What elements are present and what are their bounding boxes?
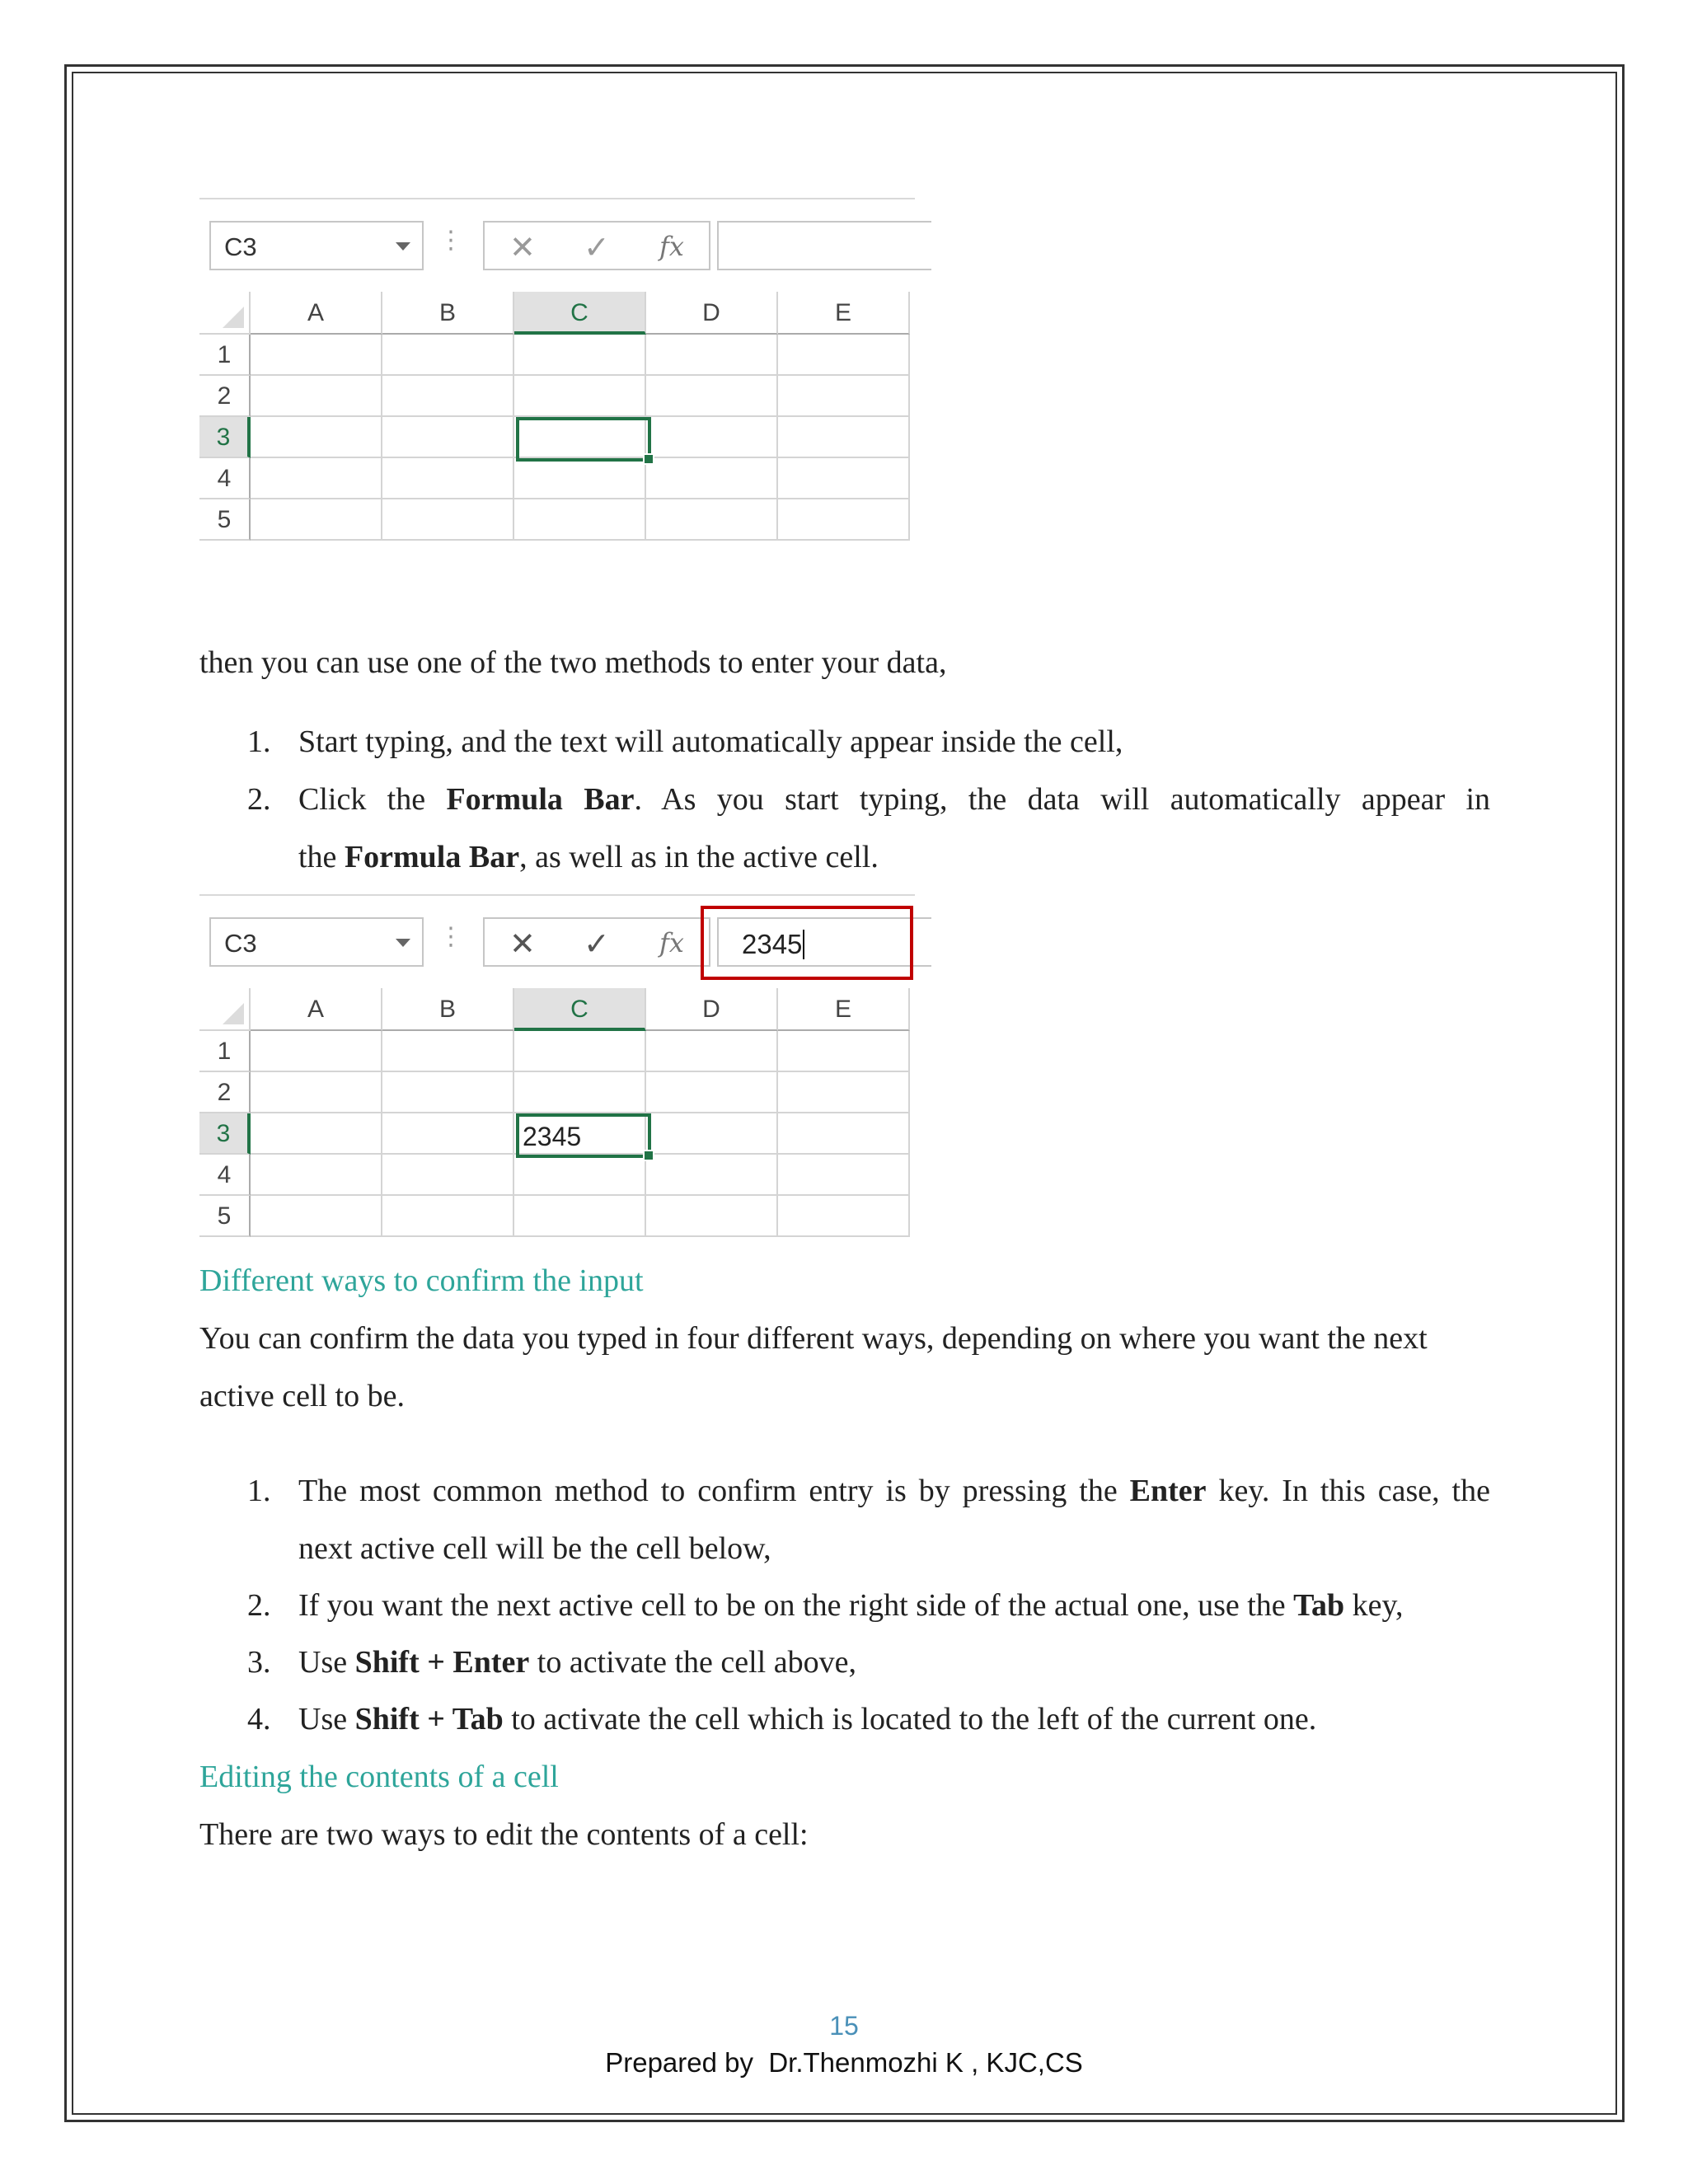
spreadsheet-grid bbox=[199, 292, 915, 544]
spreadsheet-grid bbox=[199, 988, 915, 1240]
list-item-text: Start typing, and the text will automatically appear inside the cell, bbox=[298, 724, 1123, 759]
grid-cell[interactable] bbox=[778, 1155, 910, 1196]
select-all-corner[interactable] bbox=[199, 988, 251, 1031]
row-header-selected[interactable]: 3 bbox=[199, 417, 251, 458]
grid-cell[interactable] bbox=[251, 1155, 382, 1196]
confirm-paragraph-line1: You can confirm the data you typed in four different ways, depending on where you want the next bbox=[199, 1321, 1428, 1356]
fill-handle[interactable] bbox=[643, 1150, 654, 1161]
name-box[interactable] bbox=[209, 917, 424, 967]
grid-cell[interactable] bbox=[514, 1155, 646, 1196]
list-item-text: Use Shift + Tab to activate the cell which is located to the left of the current one. bbox=[298, 1702, 1317, 1736]
insert-function-icon[interactable]: fx bbox=[659, 927, 684, 958]
editing-paragraph: There are two ways to edit the contents of a cell: bbox=[199, 1817, 809, 1852]
grid-cell[interactable] bbox=[778, 1031, 910, 1072]
list-item-text: If you want the next active cell to be on the right side of the actual one, use the Tab key, bbox=[298, 1588, 1404, 1623]
more-options-icon: ⋮ bbox=[438, 227, 463, 254]
grid-cell[interactable] bbox=[646, 1196, 778, 1237]
grid-cell[interactable] bbox=[646, 1113, 778, 1155]
formula-bar-value: 2345 bbox=[742, 929, 804, 960]
check-icon[interactable]: ✓ bbox=[584, 231, 610, 265]
row-header[interactable]: 2 bbox=[199, 376, 251, 417]
insert-function-icon[interactable]: fx bbox=[659, 231, 684, 262]
column-header[interactable]: D bbox=[646, 988, 778, 1031]
active-cell[interactable] bbox=[516, 1113, 651, 1158]
fill-handle[interactable] bbox=[643, 453, 654, 465]
grid-cell[interactable] bbox=[646, 335, 778, 376]
grid-cell[interactable] bbox=[646, 1155, 778, 1196]
grid-cell[interactable] bbox=[251, 1113, 382, 1155]
footer-credit: Prepared by Dr.Thenmozhi K , KJC,CS bbox=[605, 2047, 1083, 2078]
column-header[interactable]: E bbox=[778, 292, 910, 335]
row-header[interactable]: 2 bbox=[199, 1072, 251, 1113]
row-header[interactable]: 1 bbox=[199, 1031, 251, 1072]
grid-cell[interactable] bbox=[251, 1196, 382, 1237]
column-header[interactable]: E bbox=[778, 988, 910, 1031]
grid-cell[interactable] bbox=[778, 417, 910, 458]
column-header[interactable]: A bbox=[251, 988, 382, 1031]
grid-cell[interactable] bbox=[646, 376, 778, 417]
grid-cell[interactable] bbox=[251, 458, 382, 499]
grid-cell[interactable] bbox=[778, 1113, 910, 1155]
formula-buttons bbox=[483, 917, 710, 967]
row-header[interactable]: 5 bbox=[199, 1196, 251, 1237]
grid-cell[interactable] bbox=[646, 458, 778, 499]
row-header[interactable]: 4 bbox=[199, 1155, 251, 1196]
section-heading-editing: Editing the contents of a cell bbox=[199, 1760, 559, 1794]
grid-cell[interactable] bbox=[382, 1113, 514, 1155]
grid-cell[interactable] bbox=[382, 1031, 514, 1072]
grid-cell[interactable] bbox=[514, 376, 646, 417]
grid-cell[interactable] bbox=[382, 499, 514, 541]
column-header-selected[interactable]: C bbox=[514, 988, 646, 1031]
grid-cell[interactable] bbox=[778, 1072, 910, 1113]
grid-cell[interactable] bbox=[251, 1072, 382, 1113]
list-item-text: Click the Formula Bar. As you start typing, the data will automatically appear in bbox=[298, 782, 1490, 817]
grid-cell[interactable] bbox=[646, 499, 778, 541]
active-cell-value: 2345 bbox=[523, 1122, 582, 1151]
intro-paragraph: then you can use one of the two methods to enter your data, bbox=[199, 645, 947, 680]
grid-cell[interactable] bbox=[646, 1031, 778, 1072]
row-header-selected[interactable]: 3 bbox=[199, 1113, 251, 1155]
more-options-icon: ⋮ bbox=[438, 923, 463, 950]
grid-cell[interactable] bbox=[382, 1072, 514, 1113]
grid-cell[interactable] bbox=[382, 376, 514, 417]
grid-cell[interactable] bbox=[514, 499, 646, 541]
formula-bar[interactable] bbox=[717, 221, 931, 270]
row-header[interactable]: 4 bbox=[199, 458, 251, 499]
grid-cell[interactable] bbox=[778, 458, 910, 499]
list-item-text: The most common method to confirm entry is by pressing the Enter key. In this case, the bbox=[298, 1474, 1490, 1508]
grid-cell[interactable] bbox=[514, 458, 646, 499]
confirm-paragraph-line2: active cell to be. bbox=[199, 1379, 405, 1413]
excel-screenshot-empty bbox=[199, 198, 915, 544]
grid-cell[interactable] bbox=[251, 417, 382, 458]
list-number: 2. bbox=[247, 1588, 271, 1623]
grid-cell[interactable] bbox=[514, 1031, 646, 1072]
grid-cell[interactable] bbox=[646, 417, 778, 458]
grid-cell[interactable] bbox=[382, 417, 514, 458]
grid-cell[interactable] bbox=[251, 335, 382, 376]
list-number: 1. bbox=[247, 1474, 271, 1508]
grid-cell[interactable] bbox=[646, 1072, 778, 1113]
formula-buttons bbox=[483, 221, 710, 270]
column-header-selected[interactable]: C bbox=[514, 292, 646, 335]
list-item-text-continued: next active cell will be the cell below, bbox=[298, 1531, 771, 1566]
list-number: 2. bbox=[247, 782, 271, 817]
chevron-down-icon[interactable] bbox=[396, 939, 410, 947]
grid-cell[interactable] bbox=[514, 335, 646, 376]
list-number: 1. bbox=[247, 724, 271, 759]
check-icon[interactable]: ✓ bbox=[584, 927, 610, 962]
row-header[interactable]: 1 bbox=[199, 335, 251, 376]
column-header[interactable]: D bbox=[646, 292, 778, 335]
list-item-text: Use Shift + Enter to activate the cell above, bbox=[298, 1645, 856, 1680]
grid-cell[interactable] bbox=[514, 1072, 646, 1113]
cancel-icon[interactable]: ✕ bbox=[509, 927, 536, 962]
column-header[interactable]: B bbox=[382, 292, 514, 335]
list-number: 4. bbox=[247, 1702, 271, 1736]
name-box-value: C3 bbox=[224, 929, 257, 958]
cancel-icon[interactable]: ✕ bbox=[509, 231, 536, 265]
select-all-corner[interactable] bbox=[199, 292, 251, 335]
ribbon-divider bbox=[199, 894, 915, 896]
row-header[interactable]: 5 bbox=[199, 499, 251, 541]
grid-cell[interactable] bbox=[382, 458, 514, 499]
list-number: 3. bbox=[247, 1645, 271, 1680]
active-cell[interactable] bbox=[516, 417, 651, 462]
chevron-down-icon[interactable] bbox=[396, 242, 410, 251]
column-header[interactable]: A bbox=[251, 292, 382, 335]
name-box-value: C3 bbox=[224, 232, 257, 261]
grid-cell[interactable] bbox=[778, 335, 910, 376]
grid-cell[interactable] bbox=[251, 376, 382, 417]
section-heading-confirm: Different ways to confirm the input bbox=[199, 1263, 644, 1298]
grid-cell[interactable] bbox=[382, 335, 514, 376]
column-header[interactable]: B bbox=[382, 988, 514, 1031]
grid-cell[interactable] bbox=[514, 1196, 646, 1237]
page-number: 15 bbox=[829, 2011, 859, 2041]
grid-cell[interactable] bbox=[778, 376, 910, 417]
grid-cell[interactable] bbox=[382, 1155, 514, 1196]
grid-cell[interactable] bbox=[778, 1196, 910, 1237]
name-box[interactable] bbox=[209, 221, 424, 270]
grid-cell[interactable] bbox=[778, 499, 910, 541]
list-item-text-continued: the Formula Bar, as well as in the active cell. bbox=[298, 840, 879, 874]
grid-cell[interactable] bbox=[251, 499, 382, 541]
excel-screenshot-typed bbox=[199, 894, 915, 1240]
formula-bar-highlight bbox=[701, 906, 913, 980]
ribbon-divider bbox=[199, 198, 915, 199]
grid-cell[interactable] bbox=[251, 1031, 382, 1072]
grid-cell[interactable] bbox=[382, 1196, 514, 1237]
